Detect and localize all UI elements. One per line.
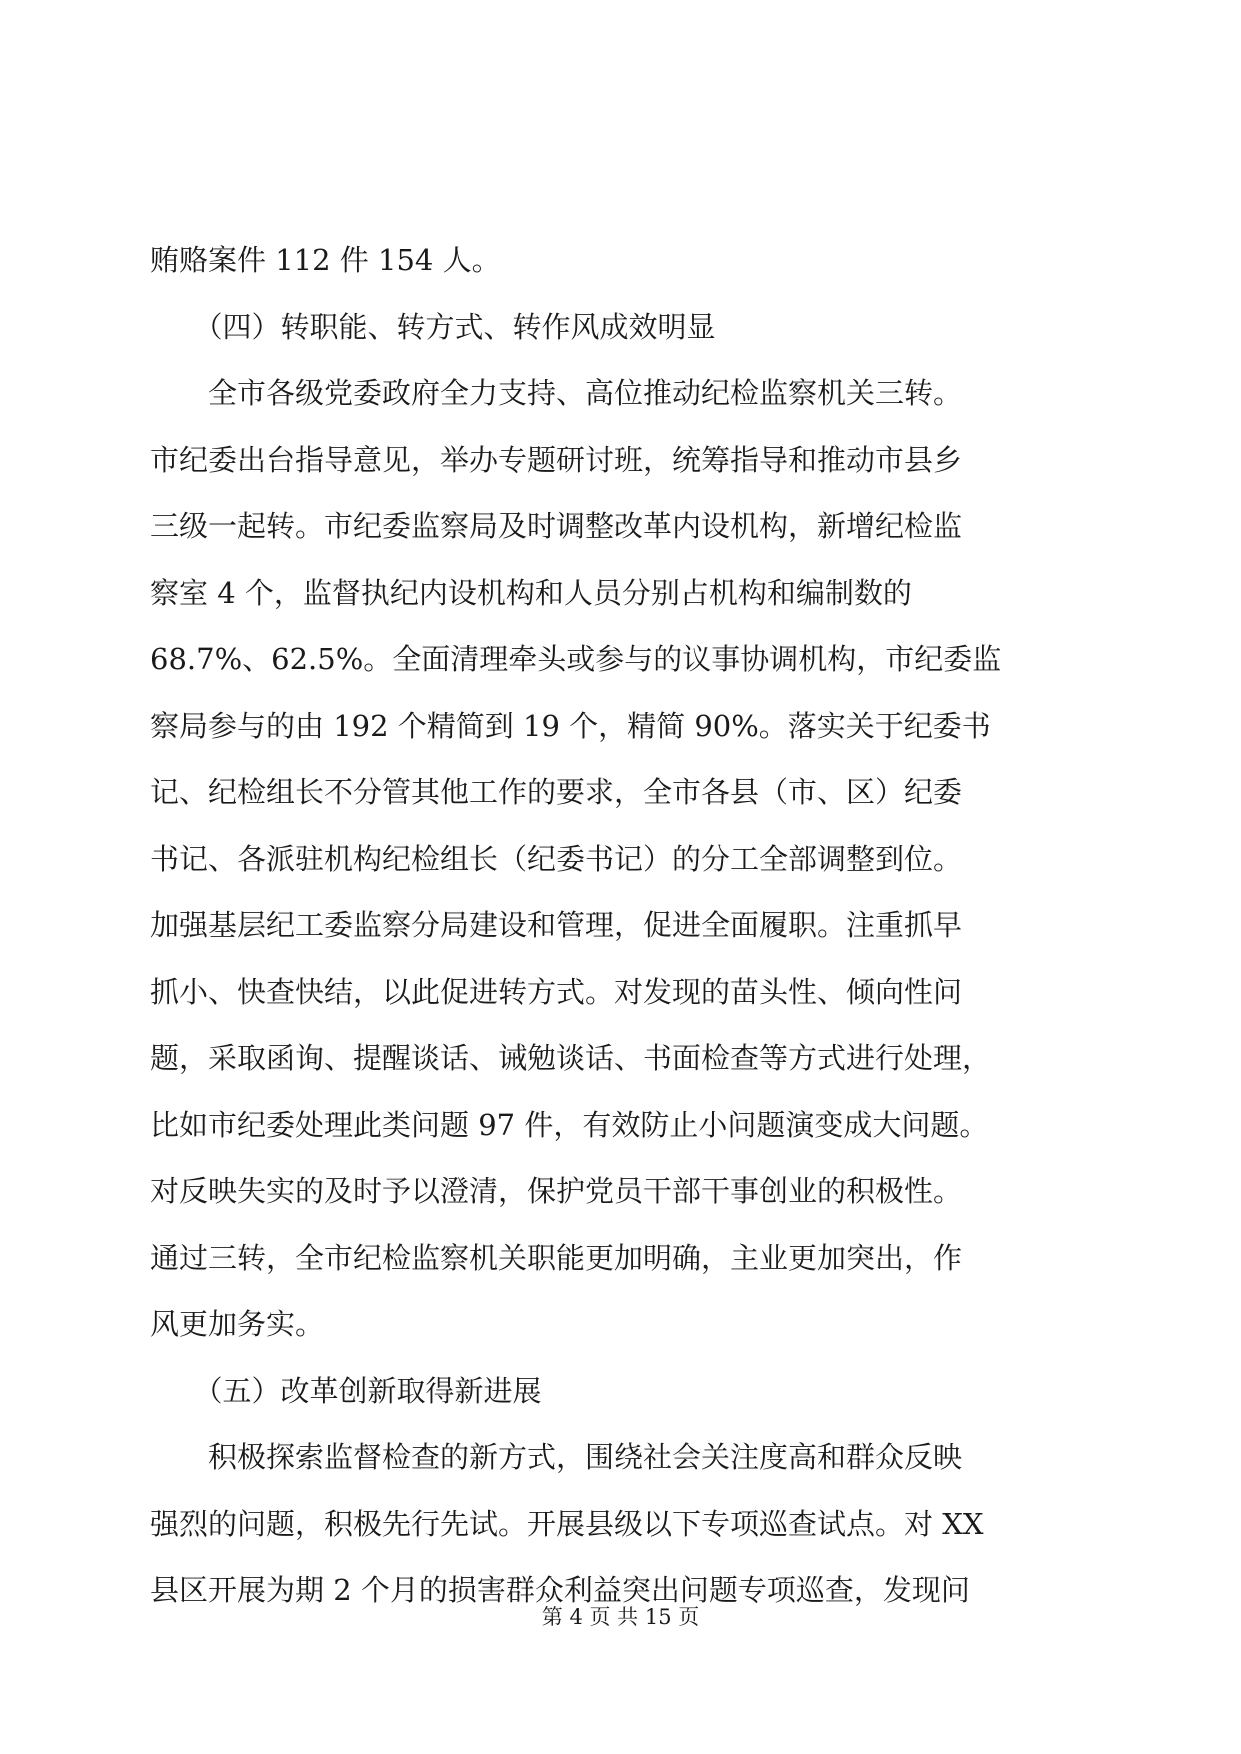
- body-text: [150, 227, 1090, 1624]
- text-line: 对反映失实的及时予以澄清，保护党员干部干事创业的积极性。: [150, 1174, 963, 1208]
- text-line: 积极探索监督检查的新方式，围绕社会关注度高和群众反映: [150, 1440, 963, 1474]
- text-line: 题，采取函询、提醒谈话、诫勉谈话、书面检查等方式进行处理，: [150, 1041, 992, 1075]
- text-line: 抓小、快查快结，以此促进转方式。对发现的苗头性、倾向性问: [150, 974, 963, 1009]
- text-line: 三级一起转。市纪委监察局及时调整改革内设机构，新增纪检监: [150, 509, 963, 543]
- section-heading: （五）改革创新取得新进展: [150, 1373, 542, 1408]
- text-line: 68.7%、62.5%。全面清理牵头或参与的议事协调机构，市纪委监: [150, 642, 1002, 676]
- text-line: 察局参与的由 192 个精简到 19 个，精简 90%。落实关于纪委书: [150, 708, 991, 743]
- text-line: 风更加务实。: [150, 1307, 325, 1341]
- text-line: 记、纪检组长不分管其他工作的要求，全市各县（市、区）纪委: [150, 775, 963, 809]
- text-line: 察室 4 个，监督执纪内设机构和人员分别占机构和编制数的: [150, 575, 912, 610]
- text-line: 加强基层纪工委监察分局建设和管理，促进全面履职。注重抓早: [150, 908, 963, 942]
- section-heading: （四）转职能、转方式、转作风成效明显: [150, 309, 716, 344]
- text-line: 书记、各派驻机构纪检组长（纪委书记）的分工全部调整到位。: [150, 841, 963, 876]
- page-footer: [0, 1603, 1241, 1631]
- text-line: 比如市纪委处理此类问题 97 件，有效防止小问题演变成大问题。: [150, 1107, 989, 1142]
- text-line: 县区开展为期 2 个月的损害群众利益突出问题专项巡查，发现问: [150, 1573, 970, 1607]
- text-line: 强烈的问题，积极先行先试。开展县级以下专项巡查试点。对 XX: [150, 1506, 984, 1541]
- page-number-label: 第 4 页 共 15 页: [541, 1605, 700, 1629]
- text-line: 通过三转，全市纪检监察机关职能更加明确，主业更加突出，作: [150, 1240, 963, 1275]
- text-line: 全市各级党委政府全力支持、高位推动纪检监察机关三转。: [150, 376, 963, 410]
- text-line: 贿赂案件 112 件 154 人。: [150, 243, 501, 277]
- text-line: 市纪委出台指导意见，举办专题研讨班，统筹指导和推动市县乡: [150, 442, 963, 477]
